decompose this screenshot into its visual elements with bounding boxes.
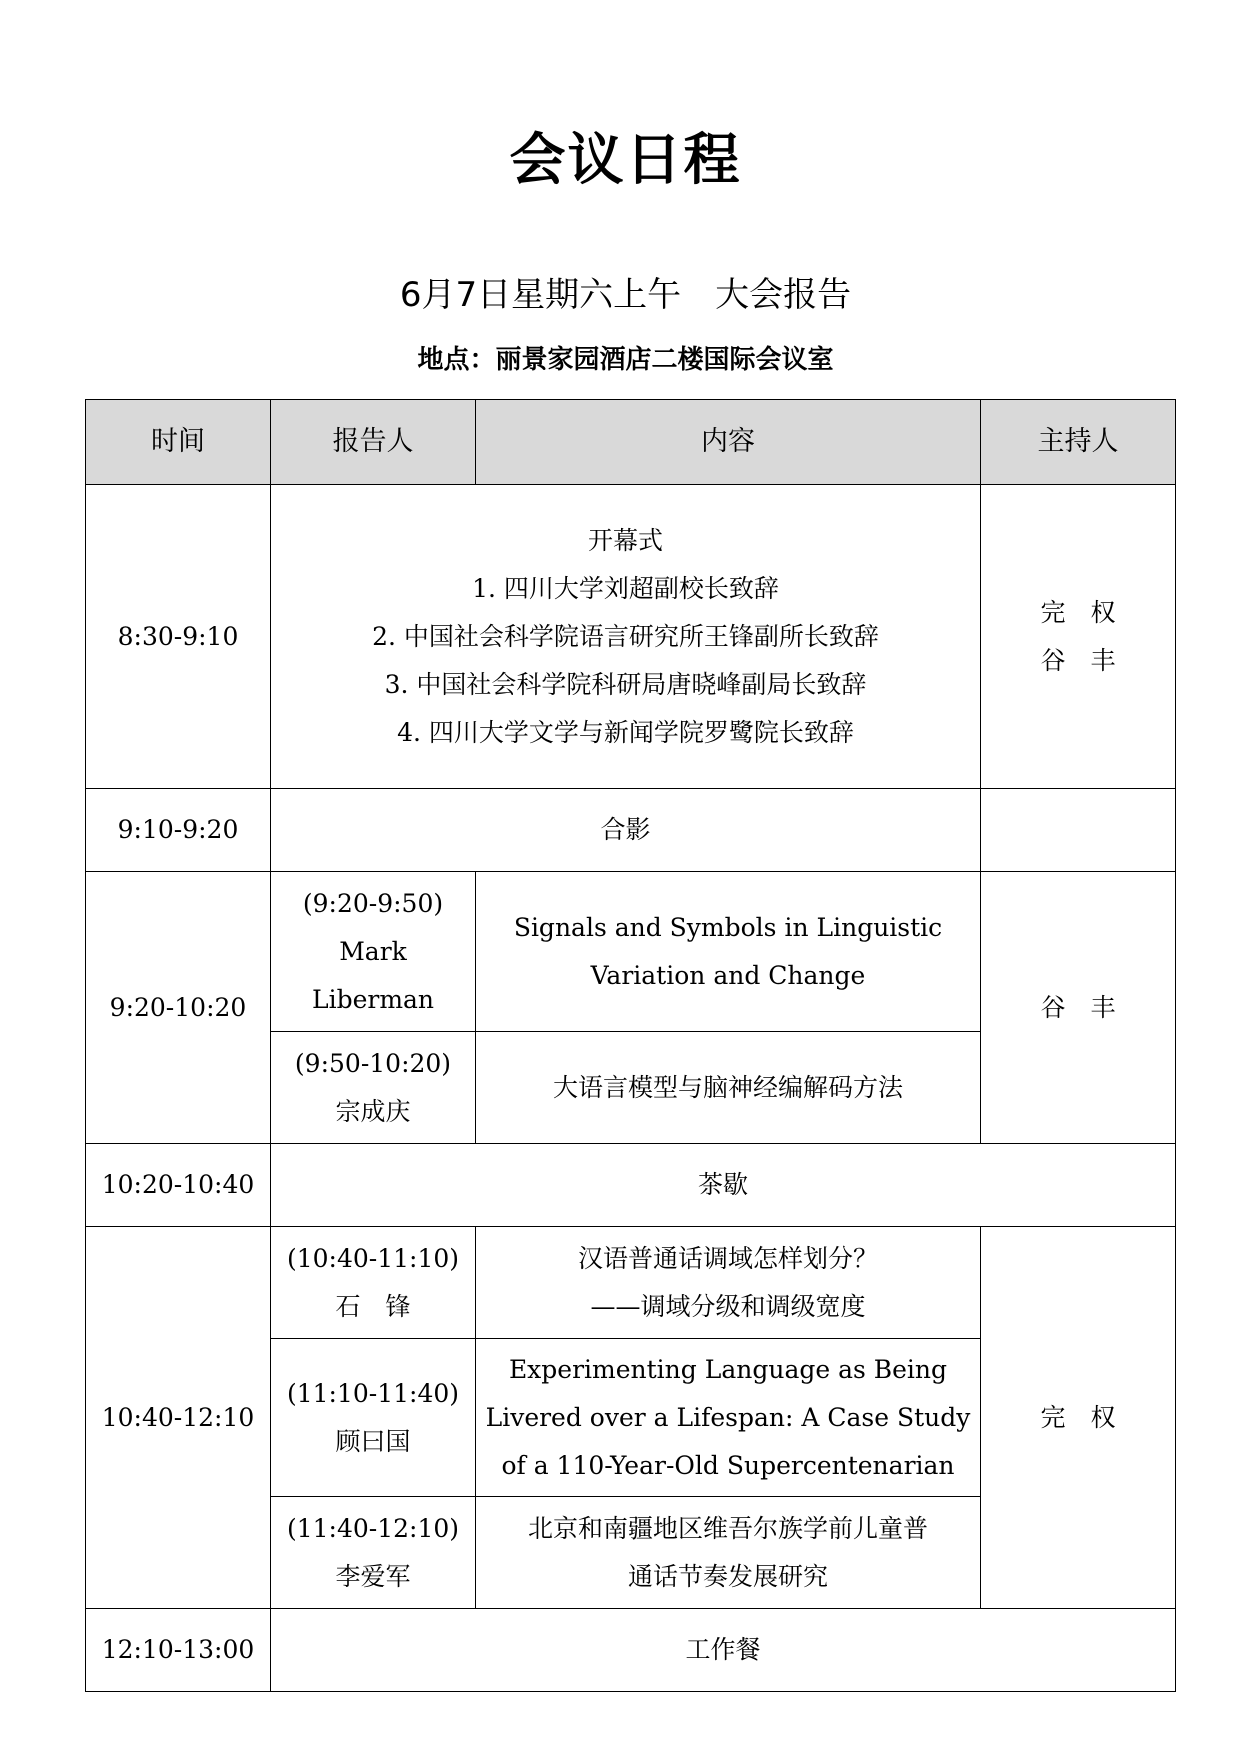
- speaker-name: Mark: [339, 936, 407, 966]
- talk-title: Livered over a Lifespan: A Case Study: [485, 1402, 971, 1432]
- host-name: 完 权: [1040, 597, 1116, 627]
- talk-title: Experimenting Language as Being: [508, 1354, 948, 1384]
- talk-title: 汉语普通话调域怎样划分？: [577, 1243, 878, 1273]
- content-cell: 合影: [271, 789, 981, 872]
- speaker-cell: [271, 1227, 476, 1339]
- talk-slot: (11:40-12:10): [286, 1513, 460, 1543]
- speaker-name: Liberman: [311, 984, 435, 1014]
- table-row-photo: [86, 789, 1176, 872]
- time-cell: 10:20-10:40: [86, 1144, 271, 1227]
- host-cell: [981, 1227, 1176, 1609]
- talk-title: of a 110-Year-Old Supercentenarian: [501, 1450, 955, 1480]
- opening-item: 1. 四川大学刘超副校长致辞: [472, 573, 779, 603]
- header-host: 主持人: [981, 400, 1176, 485]
- time-cell: 12:10-13:00: [86, 1609, 271, 1692]
- talk-title-cell: [476, 872, 981, 1032]
- opening-item: 3. 中国社会科学院科研局唐晓峰副局长致辞: [384, 669, 867, 699]
- speaker-cell: [271, 1339, 476, 1497]
- opening-title: 开幕式: [587, 525, 663, 555]
- talk-title: 北京和南疆地区维吾尔族学前儿童普: [527, 1513, 928, 1543]
- talk-title-cell: [476, 1497, 981, 1609]
- talk-title: 通话节奏发展研究: [627, 1561, 828, 1591]
- host-cell: [981, 872, 1176, 1144]
- speaker-name: 李爱军: [335, 1561, 411, 1591]
- talk-title: ——调域分级和调级宽度: [590, 1291, 866, 1321]
- table-row-opening: [86, 485, 1176, 789]
- time-cell: 9:10-9:20: [86, 789, 271, 872]
- time-cell: 8:30-9:10: [86, 485, 271, 789]
- talk-title: Signals and Symbols in Linguistic: [513, 912, 943, 942]
- opening-item: 4. 四川大学文学与新闻学院罗鹭院长致辞: [397, 717, 854, 747]
- speaker-cell: [271, 1497, 476, 1609]
- host-cell: [981, 485, 1176, 789]
- talk-title-cell: [476, 1339, 981, 1497]
- table-header-row: [86, 400, 1176, 485]
- talk-title: Variation and Change: [590, 960, 866, 990]
- speaker-name: 石 锋: [335, 1291, 411, 1321]
- table-row-lunch: [86, 1609, 1176, 1692]
- time-cell: 9:20-10:20: [86, 872, 271, 1144]
- table-row-talk: [86, 872, 1176, 1032]
- talk-title-cell: [476, 1032, 981, 1144]
- header-time: 时间: [86, 400, 271, 485]
- talk-slot: (9:50-10:20): [294, 1048, 452, 1078]
- header-content: 内容: [476, 400, 981, 485]
- content-cell: 茶歇: [271, 1144, 1176, 1227]
- schedule-table: [85, 399, 1176, 1692]
- time-cell: 10:40-12:10: [86, 1227, 271, 1609]
- talk-title-cell: [476, 1227, 981, 1339]
- talk-slot: (9:20-9:50): [302, 888, 444, 918]
- host-cell: [981, 789, 1176, 872]
- talk-slot: (10:40-11:10): [286, 1243, 460, 1273]
- content-cell: [271, 485, 981, 789]
- speaker-cell: [271, 872, 476, 1032]
- talk-slot: (11:10-11:40): [286, 1378, 460, 1408]
- table-row-talk: [86, 1227, 1176, 1339]
- host-name: 谷 丰: [1040, 992, 1116, 1022]
- page-title: 会议日程: [509, 127, 742, 193]
- header-speaker: 报告人: [271, 400, 476, 485]
- speaker-cell: [271, 1032, 476, 1144]
- opening-item: 2. 中国社会科学院语言研究所王锋副所长致辞: [372, 621, 879, 651]
- talk-title: 大语言模型与脑神经编解码方法: [552, 1072, 903, 1102]
- speaker-name: 宗成庆: [335, 1096, 411, 1126]
- speaker-name: 顾曰国: [335, 1426, 411, 1456]
- session-location: 地点：丽景家园酒店二楼国际会议室: [417, 345, 834, 375]
- session-title: 6月7日星期六上午 大会报告: [399, 275, 852, 315]
- host-name: 完 权: [1040, 1402, 1116, 1432]
- content-cell: 工作餐: [271, 1609, 1176, 1692]
- host-name: 谷 丰: [1040, 645, 1116, 675]
- table-row-tea: [86, 1144, 1176, 1227]
